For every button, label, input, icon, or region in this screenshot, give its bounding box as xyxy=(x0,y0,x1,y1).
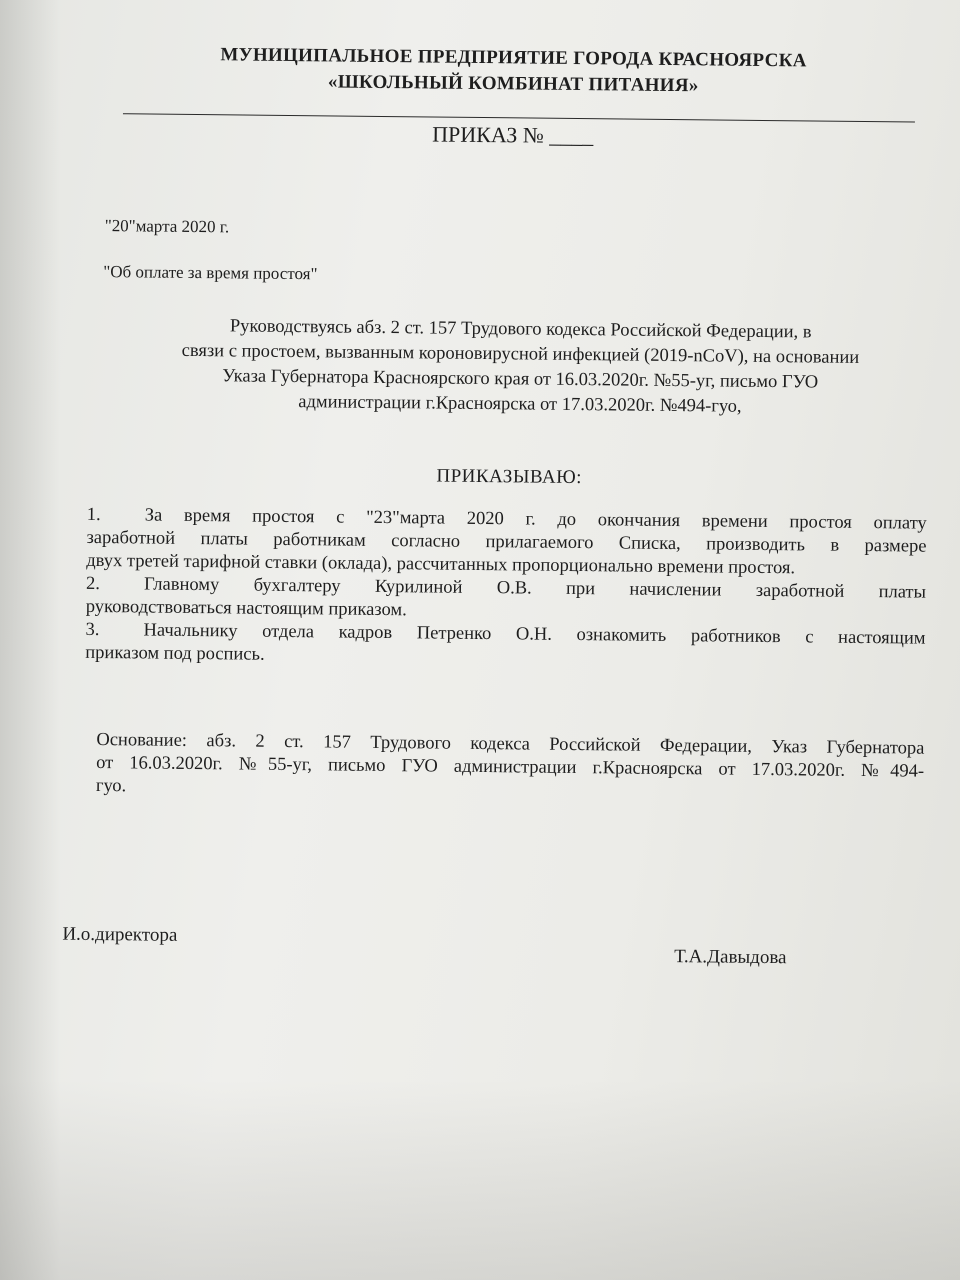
basis-line: Основание: абз. 2 ст. 157 Трудового кодекса Российской Федерации, Указ Губернатора xyxy=(96,730,925,759)
item-line: заработной платы работникам согласно прилагаемого Списка, производить в размере xyxy=(86,527,927,557)
preamble-line: связи с простоем, вызванным короновирусной инфекцией (2019-nCoV), на основании xyxy=(181,340,860,368)
decree-heading: ПРИКАЗЫВАЮ: xyxy=(436,465,583,489)
basis-paragraph xyxy=(96,729,925,807)
preamble-line: Руководствуясь абз. 2 ст. 157 Трудового кодекса Российской Федерации, в xyxy=(229,316,812,343)
signatory-position: И.о.директора xyxy=(62,923,178,946)
signatory-name: Т.А.Давыдова xyxy=(674,946,787,969)
item-text: Начальнику отдела кадров Петренко О.Н. ознакомить работников с настоящим xyxy=(143,620,926,649)
header-divider xyxy=(123,113,915,122)
preamble xyxy=(140,313,901,421)
order-item-1 xyxy=(86,504,927,582)
order-items xyxy=(85,504,927,674)
basis-line: от 16.03.2020г. №55-уг, письмо ГУО администрации г.Красноярска от 17.03.2020г. №494- xyxy=(96,753,925,782)
item-text: Главному бухгалтеру Курилиной О.В. при начислении заработной платы xyxy=(143,574,927,603)
order-date: "20"марта 2020 г. xyxy=(104,216,230,237)
item-line: приказом под роспись. xyxy=(85,642,265,665)
item-text: За время простоя с "23"марта 2020 г. до окончания времени простоя оплату xyxy=(144,505,927,534)
organization-name-line2: «ШКОЛЬНЫЙ КОМБИНАТ ПИТАНИЯ» xyxy=(327,71,699,97)
item-number: 2. xyxy=(85,573,101,595)
order-subject: "Об оплате за время простоя" xyxy=(103,262,318,284)
basis-line: гуо. xyxy=(95,775,127,797)
item-number: 1. xyxy=(86,504,101,526)
organization-name-line1: МУНИЦИПАЛЬНОЕ ПРЕДПРИЯТИЕ ГОРОДА КРАСНОЯРСКА xyxy=(220,44,807,72)
order-title: ПРИКАЗ № ____ xyxy=(432,121,594,149)
order-item-3 xyxy=(85,619,925,674)
item-line: руководствоваться настоящим приказом. xyxy=(85,596,407,621)
item-line: двух третей тарифной ставки (оклада), рассчитанных пропорционально времени простоя. xyxy=(86,550,796,579)
preamble-line: администрации г.Красноярска от 17.03.2020г. №494-гуо, xyxy=(298,392,742,417)
preamble-line: Указа Губернатора Красноярского края от 16.03.2020г. №55-уг, письмо ГУО xyxy=(222,366,819,393)
item-number: 3. xyxy=(85,619,100,641)
